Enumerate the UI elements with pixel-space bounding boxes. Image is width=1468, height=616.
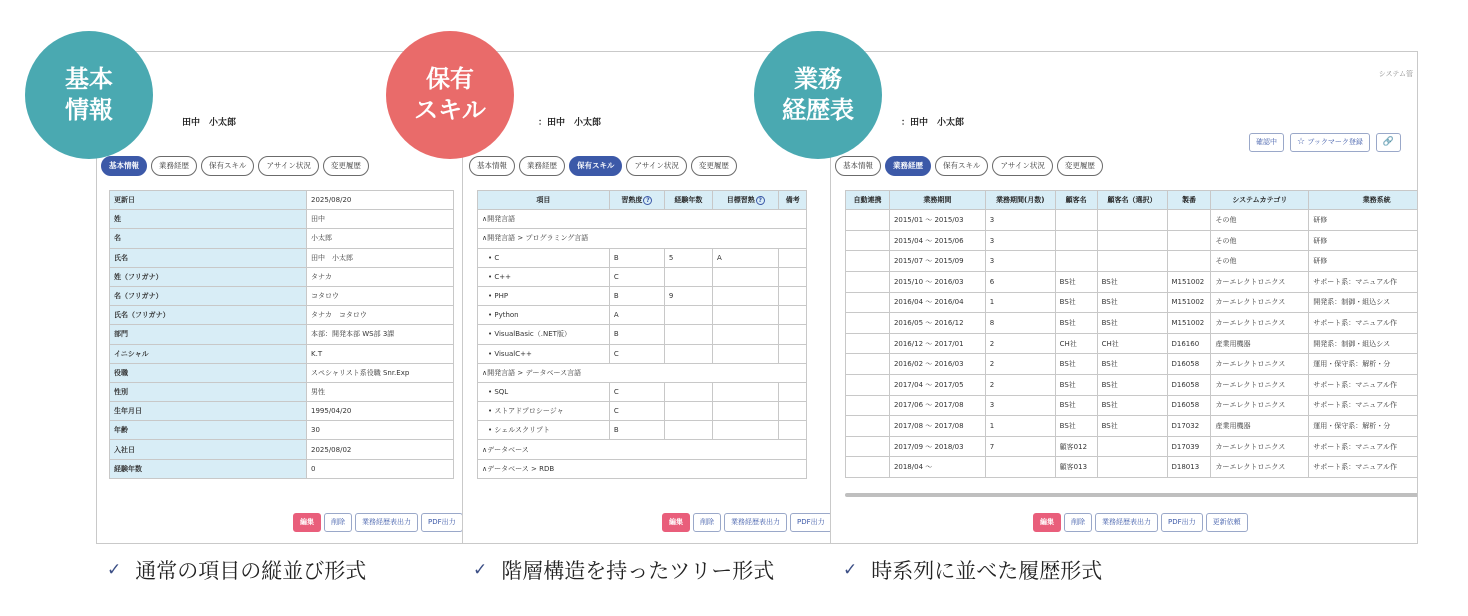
skill-target: A: [712, 248, 778, 267]
field-value: 1995/04/20: [307, 402, 454, 421]
skill-target: [712, 382, 778, 401]
cell-system-category: その他: [1211, 210, 1309, 231]
cell-customer: BS社: [1055, 271, 1097, 292]
field-value: タナカ: [307, 267, 454, 286]
cell-auto-link: [846, 354, 890, 375]
cell-business-line: 研修: [1309, 251, 1418, 272]
skill-years: [664, 267, 712, 286]
badge-basic-info: 基本 情報: [25, 31, 153, 159]
cell-system-category: カーエレクトロニクス: [1211, 313, 1309, 334]
tree-group-row[interactable]: [478, 210, 807, 229]
action-buttons: [1033, 513, 1248, 532]
cell-period: 2017/04 ～ 2017/05: [889, 374, 985, 395]
skill-level: B: [609, 248, 664, 267]
cell-customer: [1055, 210, 1097, 231]
cell-system-category: 産業用機器: [1211, 416, 1309, 437]
table-row: [110, 459, 454, 478]
skill-years: 5: [664, 248, 712, 267]
skill-note: [779, 382, 807, 401]
group-label[interactable]: ∧開発言語: [478, 210, 807, 229]
cell-customer-select: BS社: [1097, 416, 1167, 437]
field-value: 2025/08/20: [307, 191, 454, 210]
group-label[interactable]: ∧データベース > RDB: [478, 459, 807, 478]
cell-customer: BS社: [1055, 395, 1097, 416]
tree-group-row[interactable]: [478, 229, 807, 248]
col-years: 経験年数: [664, 191, 712, 210]
export-career-button[interactable]: 業務経歴表出力: [355, 513, 418, 532]
table-row: [110, 210, 454, 229]
col-business-line: 業務系統: [1309, 191, 1418, 210]
tab-history[interactable]: 変更履歴: [691, 156, 737, 176]
tab-bar: [101, 156, 369, 176]
tree-item-row[interactable]: [478, 421, 807, 440]
table-row: [110, 229, 454, 248]
caption-career: ✓ 時系列に並べた履歴形式: [843, 559, 1103, 583]
cell-months: 2: [985, 354, 1055, 375]
skill-name: • VisualC++: [478, 344, 610, 363]
field-value: 2025/08/02: [307, 440, 454, 459]
career-table: [845, 190, 1418, 478]
field-value: 30: [307, 421, 454, 440]
cell-customer-select: BS社: [1097, 395, 1167, 416]
skill-target: [712, 402, 778, 421]
skill-years: [664, 402, 712, 421]
export-career-button[interactable]: 業務経歴表出力: [724, 513, 787, 532]
cell-period: 2017/08 ～ 2017/08: [889, 416, 985, 437]
update-request-button[interactable]: 更新依頼: [1206, 513, 1248, 532]
tree-item-row[interactable]: [478, 344, 807, 363]
cell-customer: 顧客012: [1055, 436, 1097, 457]
tab-assign[interactable]: アサイン状況: [992, 156, 1052, 176]
cell-auto-link: [846, 210, 890, 231]
field-value: 0: [307, 459, 454, 478]
table-row: [110, 191, 454, 210]
field-label: 役職: [110, 363, 307, 382]
field-value: 小太郎: [307, 229, 454, 248]
cell-period: 2017/09 ～ 2018/03: [889, 436, 985, 457]
cell-months: 3: [985, 395, 1055, 416]
cell-customer-select: [1097, 457, 1167, 478]
skill-name: • VisualBasic（.NET版）: [478, 325, 610, 344]
cell-product-no: M151002: [1167, 271, 1211, 292]
group-label[interactable]: ∧開発言語 > プログラミング言語: [478, 229, 807, 248]
cell-product-no: [1167, 251, 1211, 272]
cell-product-no: D17039: [1167, 436, 1211, 457]
skill-name: • C++: [478, 267, 610, 286]
table-row: [110, 325, 454, 344]
table-row: [110, 440, 454, 459]
cell-period: 2015/01 ～ 2015/03: [889, 210, 985, 231]
skill-target: [712, 306, 778, 325]
system-name: システム管: [1378, 70, 1413, 78]
cell-months: 1: [985, 416, 1055, 437]
tree-item-row[interactable]: [478, 306, 807, 325]
help-icon[interactable]: ?: [643, 196, 652, 205]
skill-name: • ストアドプロシージャ: [478, 402, 610, 421]
skill-name: • Python: [478, 306, 610, 325]
table-row: [110, 382, 454, 401]
field-label: 生年月日: [110, 402, 307, 421]
cell-customer-select: BS社: [1097, 292, 1167, 313]
table-row[interactable]: [846, 333, 1419, 354]
table-row[interactable]: [846, 457, 1419, 478]
export-career-button[interactable]: 業務経歴表出力: [1095, 513, 1158, 532]
cell-period: 2016/02 ～ 2016/03: [889, 354, 985, 375]
tree-item-row[interactable]: [478, 286, 807, 305]
cell-product-no: D16058: [1167, 395, 1211, 416]
tree-group-row[interactable]: [478, 459, 807, 478]
skill-level: A: [609, 306, 664, 325]
cell-customer: 顧客013: [1055, 457, 1097, 478]
cell-product-no: D16160: [1167, 333, 1211, 354]
field-label: イニシャル: [110, 344, 307, 363]
cell-customer: [1055, 251, 1097, 272]
field-value: 男性: [307, 382, 454, 401]
cell-system-category: カーエレクトロニクス: [1211, 436, 1309, 457]
table-row[interactable]: [846, 395, 1419, 416]
cell-business-line: サポート系：マニュアル作: [1309, 395, 1418, 416]
cell-system-category: カーエレクトロニクス: [1211, 395, 1309, 416]
cell-system-category: その他: [1211, 230, 1309, 251]
cell-auto-link: [846, 251, 890, 272]
cell-auto-link: [846, 333, 890, 354]
badge-career: 業務 経歴表: [754, 31, 882, 159]
field-label: 更新日: [110, 191, 307, 210]
cell-customer-select: CH社: [1097, 333, 1167, 354]
cell-system-category: 産業用機器: [1211, 333, 1309, 354]
cell-months: 3: [985, 251, 1055, 272]
tree-item-row[interactable]: [478, 382, 807, 401]
table-row[interactable]: [846, 313, 1419, 334]
field-value: スペシャリスト系役職 Snr.Exp: [307, 363, 454, 382]
tree-group-row[interactable]: [478, 363, 807, 382]
cell-auto-link: [846, 395, 890, 416]
cell-period: 2015/07 ～ 2015/09: [889, 251, 985, 272]
table-row[interactable]: [846, 374, 1419, 395]
tab-history[interactable]: 変更履歴: [323, 156, 369, 176]
tree-item-row[interactable]: [478, 402, 807, 421]
cell-customer-select: [1097, 251, 1167, 272]
cell-system-category: カーエレクトロニクス: [1211, 374, 1309, 395]
cell-auto-link: [846, 416, 890, 437]
skill-level: C: [609, 344, 664, 363]
skill-level: C: [609, 402, 664, 421]
cell-customer: BS社: [1055, 313, 1097, 334]
table-row: [110, 306, 454, 325]
cell-product-no: D16058: [1167, 354, 1211, 375]
skill-target: [712, 421, 778, 440]
skill-name: • SQL: [478, 382, 610, 401]
table-row[interactable]: [846, 416, 1419, 437]
cell-customer: CH社: [1055, 333, 1097, 354]
cell-months: 3: [985, 210, 1055, 231]
pdf-button[interactable]: PDF出力: [1161, 513, 1203, 532]
tab-career[interactable]: 業務経歴: [151, 156, 197, 176]
skill-note: [779, 402, 807, 421]
group-label[interactable]: ∧開発言語 > データベース言語: [478, 363, 807, 382]
field-label: 部門: [110, 325, 307, 344]
tree-item-row[interactable]: [478, 267, 807, 286]
cell-business-line: 開発系：制御・組込シス: [1309, 333, 1418, 354]
basic-info-table: [109, 190, 454, 479]
field-label: 性別: [110, 382, 307, 401]
cell-customer-select: [1097, 436, 1167, 457]
status-button[interactable]: 確認中: [1249, 133, 1284, 152]
field-value: 本部：開発本部 WS部 3課: [307, 325, 454, 344]
col-item: 項目: [478, 191, 610, 210]
field-label: 氏名: [110, 248, 307, 267]
check-icon: ✓: [107, 560, 122, 580]
check-icon: ✓: [473, 560, 488, 580]
cell-product-no: [1167, 210, 1211, 231]
cell-auto-link: [846, 436, 890, 457]
table-row[interactable]: [846, 230, 1419, 251]
delete-button[interactable]: 削除: [1064, 513, 1092, 532]
cell-months: 6: [985, 271, 1055, 292]
skill-note: [779, 306, 807, 325]
table-row[interactable]: [846, 354, 1419, 375]
tab-skills[interactable]: 保有スキル: [935, 156, 988, 176]
cell-auto-link: [846, 313, 890, 334]
career-panel: [830, 51, 1418, 544]
table-row[interactable]: [846, 271, 1419, 292]
cell-period: 2016/12 ～ 2017/01: [889, 333, 985, 354]
cell-business-line: 運用・保守系：解析・分: [1309, 354, 1418, 375]
col-system-category: システムカテゴリ: [1211, 191, 1309, 210]
skill-level: C: [609, 382, 664, 401]
cell-period: 2017/06 ～ 2017/08: [889, 395, 985, 416]
field-value: 田中: [307, 210, 454, 229]
col-product-no: 製番: [1167, 191, 1211, 210]
cell-period: 2015/04 ～ 2015/06: [889, 230, 985, 251]
badge-skills: 保有 スキル: [386, 31, 514, 159]
cell-months: [985, 457, 1055, 478]
field-label: 名: [110, 229, 307, 248]
cell-period: 2015/10 ～ 2016/03: [889, 271, 985, 292]
cell-auto-link: [846, 230, 890, 251]
col-period: 業務期間: [889, 191, 985, 210]
skill-note: [779, 286, 807, 305]
cell-customer: BS社: [1055, 292, 1097, 313]
skill-years: [664, 325, 712, 344]
cell-business-line: サポート系：マニュアル作: [1309, 374, 1418, 395]
tab-career[interactable]: 業務経歴: [885, 156, 931, 176]
cell-system-category: カーエレクトロニクス: [1211, 292, 1309, 313]
field-label: 名（フリガナ）: [110, 286, 307, 305]
cell-customer-select: BS社: [1097, 313, 1167, 334]
table-row: [110, 267, 454, 286]
caption-basic: ✓ 通常の項目の縦並び形式: [107, 559, 367, 583]
cell-business-line: 研修: [1309, 230, 1418, 251]
field-label: 経験年数: [110, 459, 307, 478]
cell-business-line: 運用・保守系：解析・分: [1309, 416, 1418, 437]
skill-name: • PHP: [478, 286, 610, 305]
cell-months: 8: [985, 313, 1055, 334]
skill-level: B: [609, 286, 664, 305]
field-value: 田中 小太郎: [307, 248, 454, 267]
field-label: 姓（フリガナ）: [110, 267, 307, 286]
delete-button[interactable]: 削除: [324, 513, 352, 532]
help-icon[interactable]: ?: [756, 196, 765, 205]
employee-name: 田中 小太郎: [182, 118, 237, 128]
col-level: 習熟度 ?: [609, 191, 664, 210]
cell-period: 2016/04 ～ 2016/04: [889, 292, 985, 313]
cell-product-no: D17032: [1167, 416, 1211, 437]
field-value: コタロウ: [307, 286, 454, 305]
tab-assign[interactable]: アサイン状況: [258, 156, 318, 176]
cell-business-line: サポート系：マニュアル作: [1309, 457, 1418, 478]
cell-auto-link: [846, 457, 890, 478]
tab-skills[interactable]: 保有スキル: [569, 156, 622, 176]
group-label[interactable]: ∧データベース: [478, 440, 807, 459]
cell-period: 2016/05 ～ 2016/12: [889, 313, 985, 334]
table-row[interactable]: [846, 436, 1419, 457]
tab-history[interactable]: 変更履歴: [1057, 156, 1103, 176]
check-icon: ✓: [843, 560, 858, 580]
cell-customer: BS社: [1055, 416, 1097, 437]
cell-months: 2: [985, 374, 1055, 395]
edit-button[interactable]: 編集: [1033, 513, 1061, 532]
tab-assign[interactable]: アサイン状況: [626, 156, 686, 176]
table-row: [110, 402, 454, 421]
caption-skills: ✓ 階層構造を持ったツリー形式: [473, 559, 775, 583]
table-row[interactable]: [846, 210, 1419, 231]
cell-months: 3: [985, 230, 1055, 251]
table-row: [110, 286, 454, 305]
cell-months: 7: [985, 436, 1055, 457]
tab-bar: [469, 156, 737, 176]
cell-months: 2: [985, 333, 1055, 354]
skill-years: [664, 421, 712, 440]
tab-basic-info[interactable]: 基本情報: [101, 156, 147, 176]
skill-level: B: [609, 325, 664, 344]
field-label: 氏名（フリガナ）: [110, 306, 307, 325]
cell-system-category: カーエレクトロニクス: [1211, 457, 1309, 478]
bookmark-button[interactable]: ☆ ブックマーク登録: [1290, 133, 1370, 152]
table-row: [110, 363, 454, 382]
skill-note: [779, 248, 807, 267]
action-buttons: [662, 513, 831, 532]
cell-business-line: サポート系：マニュアル作: [1309, 313, 1418, 334]
tab-bar: [835, 156, 1103, 176]
star-icon: ☆: [1297, 137, 1306, 147]
skill-note: [779, 267, 807, 286]
field-label: 入社日: [110, 440, 307, 459]
cell-auto-link: [846, 292, 890, 313]
table-row[interactable]: [846, 292, 1419, 313]
table-row[interactable]: [846, 251, 1419, 272]
tree-group-row[interactable]: [478, 440, 807, 459]
skill-target: [712, 325, 778, 344]
table-row: [110, 421, 454, 440]
skill-note: [779, 344, 807, 363]
edit-button[interactable]: 編集: [293, 513, 321, 532]
skill-years: [664, 306, 712, 325]
col-auto-link: 自動連携: [846, 191, 890, 210]
field-label: 年齢: [110, 421, 307, 440]
skill-years: 9: [664, 286, 712, 305]
cell-business-line: 開発系：制御・組込シス: [1309, 292, 1418, 313]
horizontal-scrollbar[interactable]: [845, 493, 1418, 497]
cell-period: 2018/04 ～: [889, 457, 985, 478]
cell-customer: BS社: [1055, 354, 1097, 375]
link-button[interactable]: [1376, 133, 1401, 152]
cell-business-line: 研修: [1309, 210, 1418, 231]
skill-target: [712, 267, 778, 286]
cell-customer-select: [1097, 210, 1167, 231]
action-buttons: [293, 513, 463, 532]
cell-system-category: カーエレクトロニクス: [1211, 354, 1309, 375]
delete-button[interactable]: 削除: [693, 513, 721, 532]
employee-name: ：田中 小太郎: [901, 118, 965, 128]
tab-skills[interactable]: 保有スキル: [201, 156, 254, 176]
skill-level: C: [609, 267, 664, 286]
skill-name: • シェルスクリプト: [478, 421, 610, 440]
top-buttons: [1249, 133, 1401, 152]
cell-auto-link: [846, 271, 890, 292]
cell-product-no: M151002: [1167, 292, 1211, 313]
skill-years: [664, 382, 712, 401]
cell-product-no: D18013: [1167, 457, 1211, 478]
skill-name: • C: [478, 248, 610, 267]
table-row: [110, 344, 454, 363]
col-customer-select: 顧客名（選択）: [1097, 191, 1167, 210]
skill-target: [712, 286, 778, 305]
link-icon: 🔗: [1382, 137, 1395, 147]
cell-customer: [1055, 230, 1097, 251]
tree-item-row[interactable]: [478, 248, 807, 267]
cell-system-category: その他: [1211, 251, 1309, 272]
col-customer: 顧客名: [1055, 191, 1097, 210]
cell-product-no: [1167, 230, 1211, 251]
tab-basic-info[interactable]: 基本情報: [469, 156, 515, 176]
field-label: 姓: [110, 210, 307, 229]
cell-auto-link: [846, 374, 890, 395]
skill-target: [712, 344, 778, 363]
tab-career[interactable]: 業務経歴: [519, 156, 565, 176]
cell-product-no: M151002: [1167, 313, 1211, 334]
edit-button[interactable]: 編集: [662, 513, 690, 532]
col-months: 業務期間(月数): [985, 191, 1055, 210]
pdf-button[interactable]: PDF出力: [421, 513, 463, 532]
skills-table: [477, 190, 807, 479]
cell-customer: BS社: [1055, 374, 1097, 395]
cell-customer-select: BS社: [1097, 271, 1167, 292]
table-row: [110, 248, 454, 267]
cell-product-no: D16058: [1167, 374, 1211, 395]
skill-note: [779, 421, 807, 440]
tab-basic-info[interactable]: 基本情報: [835, 156, 881, 176]
skill-note: [779, 325, 807, 344]
col-note: 備考: [779, 191, 807, 210]
tree-item-row[interactable]: [478, 325, 807, 344]
cell-business-line: サポート系：マニュアル作: [1309, 271, 1418, 292]
cell-customer-select: BS社: [1097, 374, 1167, 395]
cell-business-line: サポート系：マニュアル作: [1309, 436, 1418, 457]
cell-customer-select: BS社: [1097, 354, 1167, 375]
pdf-button[interactable]: PDF出力: [790, 513, 831, 532]
field-value: K.T: [307, 344, 454, 363]
employee-name: ：田中 小太郎: [538, 118, 602, 128]
cell-system-category: カーエレクトロニクス: [1211, 271, 1309, 292]
col-target: 目標習熟 ?: [712, 191, 778, 210]
cell-months: 1: [985, 292, 1055, 313]
field-value: タナカ コタロウ: [307, 306, 454, 325]
cell-customer-select: [1097, 230, 1167, 251]
skill-level: B: [609, 421, 664, 440]
skill-years: [664, 344, 712, 363]
